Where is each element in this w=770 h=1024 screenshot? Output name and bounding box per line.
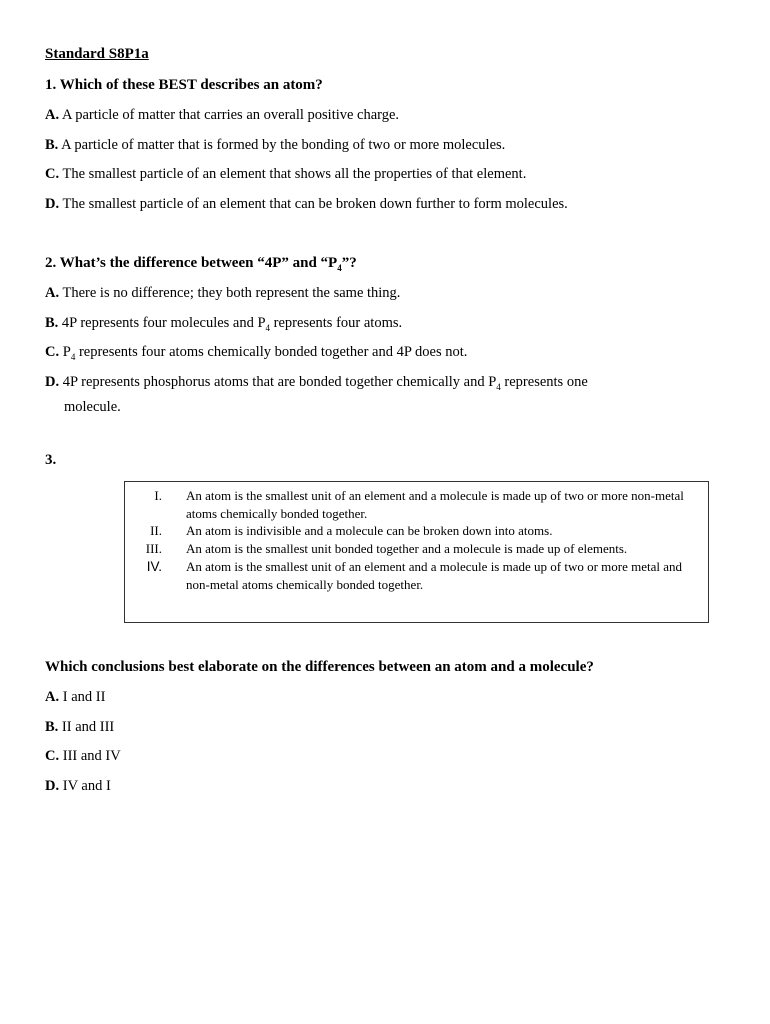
option-text: I and II [62,689,106,705]
subscript: 4 [337,263,342,273]
option-letter: B. [45,315,59,331]
subscript: 4 [70,351,76,362]
subscript: 4 [496,381,501,392]
q1-option-d[interactable] [45,194,568,214]
option-text-part2: represents four atoms. [270,315,403,331]
question-3-text: Which conclusions best elaborate on the differences between an atom and a molecule? [45,659,594,675]
option-text-part2: represents four atoms chemically bonded together and 4P does not. [75,344,468,360]
q3-option-b[interactable] [45,717,114,737]
option-letter: A. [45,285,60,301]
option-letter: D. [45,778,60,794]
q2-option-b[interactable] [45,313,402,338]
option-text: III and IV [62,748,121,764]
option-text [63,374,588,390]
option-letter: B. [45,137,59,153]
statement-numeral: III. [145,541,162,556]
q3-option-d[interactable] [45,776,111,796]
option-letter: C. [45,166,60,182]
statement-numeral: II. [150,523,162,538]
statement-text: An atom is the smallest unit bonded together and a molecule is made up of elements. [186,541,628,556]
option-letter: A. [45,107,60,123]
statement-numeral: I. [154,488,162,503]
option-text [62,315,402,331]
option-text: A particle of matter that carries an overall positive charge. [61,107,400,123]
question-2-text-start: What’s the difference between “4P” and “P [59,255,338,271]
standard-heading: Standard S8P1a [45,46,149,62]
question-1 [45,77,323,94]
option-text: The smallest particle of an element that shows all the properties of that element. [62,166,527,182]
q1-option-b[interactable] [45,135,505,155]
q2-option-c[interactable] [45,342,467,367]
option-text-line2: molecule. [64,398,121,415]
option-text: A particle of matter that is formed by the bonding of two or more molecules. [61,137,506,153]
option-text: IV and I [62,778,111,794]
statement-numeral: IV. [146,559,162,574]
question-1-number: 1. [45,77,57,93]
option-text: II and III [61,719,115,735]
option-text: The smallest particle of an element that can be broken down further to form molecules. [62,196,568,212]
question-1-text: Which of these BEST describes an atom? [59,77,323,93]
question-2-number: 2. [45,255,57,271]
q3-option-a[interactable] [45,687,105,707]
statement-text: An atom is the smallest unit of an element and a molecule is made up of two or more metal and non-metal atoms chemically bonded together. [186,559,683,592]
option-text [63,344,468,360]
option-letter: B. [45,719,59,735]
option-letter: D. [45,374,60,390]
question-3-number: 3. [45,452,57,468]
q2-option-d[interactable] [45,372,588,417]
option-text: There is no difference; they both represent the same thing. [62,285,401,301]
option-text-part1: P [62,344,71,360]
question-2 [45,255,357,273]
statements-box [124,481,709,623]
statement-text: An atom is the smallest unit of an element and a molecule is made up of two or more non-metal atoms chemically bonded together. [186,488,684,521]
q1-option-a[interactable] [45,105,399,125]
option-text-part1: 4P represents phosphorus atoms that are bonded together chemically and P [62,374,497,390]
option-text-part2: represents one [500,374,588,390]
question-2-text-end: ”? [341,255,357,271]
statement-text: An atom is indivisible and a molecule can be broken down into atoms. [186,523,553,538]
option-text-part1: 4P represents four molecules and P [61,315,266,331]
option-letter: A. [45,689,60,705]
q3-option-c[interactable] [45,746,121,766]
q1-option-c[interactable] [45,164,526,184]
option-letter: D. [45,196,60,212]
subscript: 4 [265,322,271,333]
question-2-text [60,255,357,271]
option-letter: C. [45,748,60,764]
q2-option-a[interactable] [45,283,400,303]
option-letter: C. [45,344,60,360]
